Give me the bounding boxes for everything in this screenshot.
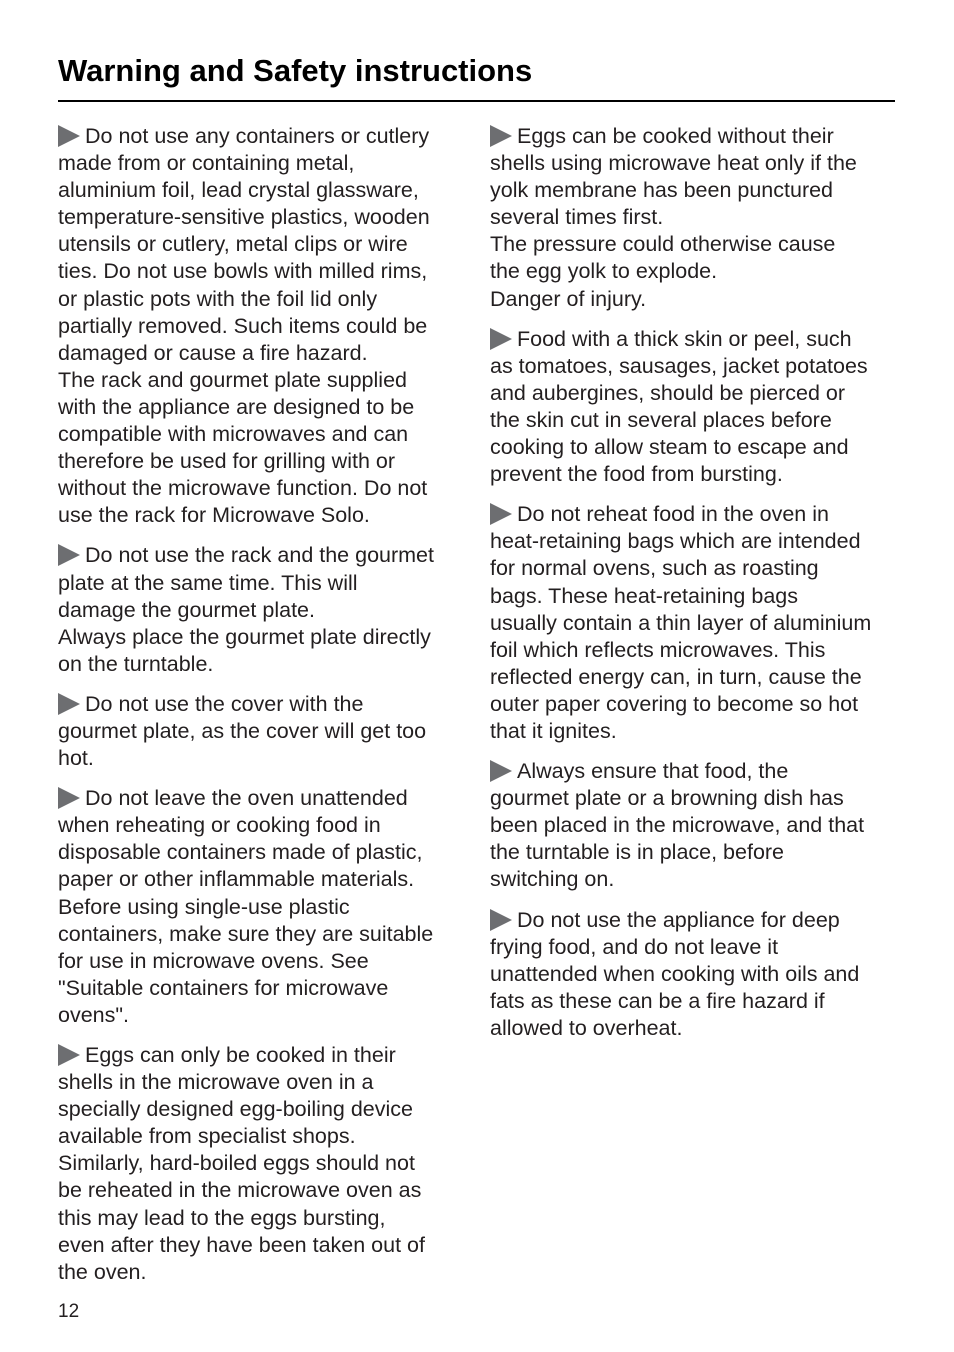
instruction-line [58,1123,470,1150]
instruction-text: without the microwave function. Do not [58,476,428,501]
instruction-line [58,448,470,475]
instruction-item [58,691,470,772]
instruction-line [490,204,900,231]
instruction-item [58,785,470,1029]
instruction-line [58,718,470,745]
instruction-text: The rack and gourmet plate supplied [58,367,407,392]
instruction-line [58,1205,470,1232]
instruction-line [58,839,470,866]
instruction-line [490,555,900,582]
page-title: Warning and Safety instructions [58,53,533,88]
instruction-text: made from or containing metal, [58,151,355,176]
instruction-text: reflected energy can, in turn, cause the [490,664,862,689]
instruction-item [58,123,470,529]
arrow-bullet-icon [58,125,80,147]
instruction-text: shells in the microwave oven in a [58,1070,374,1095]
instruction-line [490,907,900,934]
instruction-text: fats as these can be a fire hazard if [490,988,825,1013]
instruction-text: the oven. [58,1259,147,1284]
left-column [58,123,470,1299]
instruction-text: outer paper covering to become so hot [490,691,859,716]
instruction-line [490,934,900,961]
instruction-line [58,597,470,624]
instruction-line [490,177,900,204]
instruction-text: for use in microwave ovens. See [58,948,369,973]
instruction-line [58,1259,470,1286]
instruction-text: ties. Do not use bowls with milled rims, [58,259,428,284]
instruction-text: "Suitable containers for microwave [58,975,389,1000]
instruction-line [58,367,470,394]
instruction-line [490,610,900,637]
instruction-line [58,691,470,718]
instruction-text: that it ignites. [490,718,617,743]
instruction-line [58,948,470,975]
instruction-line [58,1002,470,1029]
instruction-text: Eggs can only be cooked in their [85,1043,396,1067]
instruction-text: hot. [58,746,94,771]
instruction-line [58,1177,470,1204]
instruction-text: Similarly, hard-boiled eggs should not [58,1151,415,1176]
instruction-line [490,150,900,177]
instruction-text: Do not reheat food in the oven in [517,502,829,527]
instruction-text: usually contain a thin layer of aluminium [490,610,872,635]
instruction-line [58,975,470,1002]
instruction-line [58,894,470,921]
instruction-line [58,394,470,421]
arrow-bullet-icon [490,503,512,525]
instruction-text: Do not leave the oven unattended [85,786,408,811]
instruction-line [490,231,900,258]
instruction-line [58,204,470,231]
instruction-text: unattended when cooking with oils and [490,961,860,986]
instruction-line [58,1150,470,1177]
instruction-text: on the turntable. [58,651,214,676]
instruction-line [58,502,470,529]
arrow-bullet-icon [490,909,512,931]
arrow-bullet-icon [58,1044,80,1066]
instruction-text: shells using microwave heat only if the [490,151,857,176]
instruction-text: temperature-sensitive plastics, wooden [58,205,430,230]
instruction-line [490,407,900,434]
instruction-text: Always place the gourmet plate directly [58,624,431,649]
instruction-line [490,501,900,528]
instruction-line [490,691,900,718]
instruction-line [490,123,900,150]
instruction-text: plate at the same time. This will [58,570,358,595]
instruction-line [58,475,470,502]
instruction-line [58,866,470,893]
instruction-text: Do not use the appliance for deep [517,907,840,932]
instruction-text: available from specialist shops. [58,1124,356,1149]
arrow-bullet-icon [58,787,80,809]
instruction-line [490,353,900,380]
instruction-line [490,664,900,691]
instruction-text: even after they have been taken out of [58,1232,425,1257]
instruction-line [58,785,470,812]
instruction-text: several times first. [490,205,664,230]
instruction-line [490,718,900,745]
instruction-line [58,421,470,448]
instruction-text: for normal ovens, such as roasting [490,556,819,581]
instruction-item [490,501,900,745]
instruction-line [58,258,470,285]
instruction-text: the egg yolk to explode. [490,259,718,284]
instruction-text: damage the gourmet plate. [58,597,315,622]
instruction-text: with the appliance are designed to be [58,394,415,419]
arrow-bullet-icon [490,760,512,782]
instruction-text: containers, make sure they are suitable [58,921,434,946]
instruction-line [490,528,900,555]
instruction-line [58,570,470,597]
instruction-text: be reheated in the microwave oven as [58,1178,422,1203]
instruction-line [58,231,470,258]
instruction-text: cooking to allow steam to escape and [490,435,849,460]
instruction-text: prevent the food from bursting. [490,462,783,487]
instruction-item [58,542,470,677]
instruction-text: Before using single-use plastic [58,894,350,919]
instruction-line [490,380,900,407]
instruction-text: Do not use any containers or cutlery [85,124,430,148]
instruction-text: Eggs can be cooked without their [517,124,834,148]
instruction-item [490,326,900,489]
instruction-line [58,624,470,651]
instruction-item [490,758,900,893]
instruction-line [490,258,900,285]
instruction-text: paper or other inflammable materials. [58,867,415,892]
instruction-item [490,123,900,313]
instruction-line [490,286,900,313]
instruction-text: damaged or cause a fire hazard. [58,340,368,365]
instruction-line [58,1096,470,1123]
instruction-line [58,542,470,569]
instruction-text: aluminium foil, lead crystal glassware, [58,178,419,203]
arrow-bullet-icon [58,693,80,715]
instruction-line [490,583,900,610]
instruction-text: Danger of injury. [490,286,647,311]
instruction-line [58,286,470,313]
instruction-text: The pressure could otherwise cause [490,232,836,257]
instruction-text: Do not use the rack and the gourmet [85,543,434,568]
instruction-text: gourmet plate or a browning dish has [490,786,844,811]
instruction-text: foil which reflects microwaves. This [490,637,826,662]
instruction-text: compatible with microwaves and can [58,422,409,447]
instruction-line [58,921,470,948]
instruction-text: bags. These heat-retaining bags [490,583,798,608]
instruction-line [490,839,900,866]
instruction-line [58,340,470,367]
instruction-line [58,812,470,839]
instruction-line [490,812,900,839]
instruction-text: use the rack for Microwave Solo. [58,503,370,528]
instruction-line [490,1015,900,1042]
right-column [490,123,900,1055]
instruction-line [58,1069,470,1096]
instruction-text: ovens". [58,1002,129,1027]
arrow-bullet-icon [490,328,512,350]
instruction-text: yolk membrane has been punctured [490,178,834,203]
instruction-line [58,745,470,772]
instruction-text: Always ensure that food, the [517,759,789,784]
instruction-text: disposable containers made of plastic, [58,840,423,865]
instruction-line [58,1232,470,1259]
instruction-text: the turntable is in place, before [490,840,785,865]
instruction-text: Do not use the cover with the [85,691,364,716]
instruction-line [490,961,900,988]
instruction-text: the skin cut in several places before [490,407,832,432]
instruction-text: frying food, and do not leave it [490,934,779,959]
arrow-bullet-icon [58,544,80,566]
instruction-text: switching on. [490,867,615,892]
instruction-line [490,434,900,461]
instruction-text: and aubergines, should be pierced or [490,380,846,405]
page-number: 12 [58,1301,80,1322]
instruction-line [490,785,900,812]
instruction-line [490,461,900,488]
instruction-text: heat-retaining bags which are intended [490,529,861,554]
instruction-text: Food with a thick skin or peel, such [517,326,852,351]
instruction-line [490,866,900,893]
instruction-text: therefore be used for grilling with or [58,449,396,474]
instruction-text: as tomatoes, sausages, jacket potatoes [490,353,868,378]
arrow-bullet-icon [490,125,512,147]
title-divider [58,100,895,102]
instruction-line [58,1042,470,1069]
instruction-text: allowed to overheat. [490,1015,683,1040]
instruction-item [490,907,900,1042]
instruction-line [58,177,470,204]
instruction-item [58,1042,470,1286]
instruction-text: been placed in the microwave, and that [490,813,865,838]
instruction-line [490,988,900,1015]
instruction-text: gourmet plate, as the cover will get too [58,718,427,743]
instruction-text: this may lead to the eggs bursting, [58,1205,386,1230]
instruction-line [58,313,470,340]
instruction-line [490,758,900,785]
instruction-text: specially designed egg-boiling device [58,1097,413,1122]
instruction-line [58,651,470,678]
instruction-text: when reheating or cooking food in [58,813,381,838]
instruction-text: or plastic pots with the foil lid only [58,286,378,311]
instruction-text: utensils or cutlery, metal clips or wire [58,232,408,257]
instruction-line [490,637,900,664]
instruction-line [58,150,470,177]
instruction-line [490,326,900,353]
instruction-text: partially removed. Such items could be [58,313,428,338]
instruction-line [58,123,470,150]
